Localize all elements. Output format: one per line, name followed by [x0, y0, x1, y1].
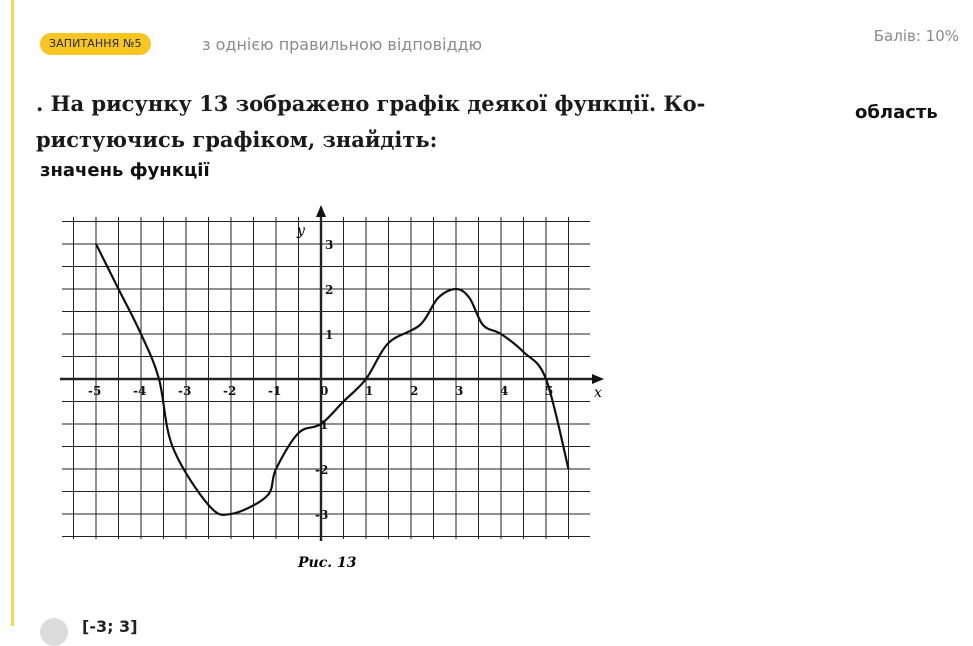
- x-tick-label: -3: [178, 384, 192, 398]
- y-axis-arrow: [316, 205, 326, 217]
- answer-radio[interactable]: [40, 618, 68, 646]
- answer-option-1[interactable]: [-3; 3]: [82, 617, 138, 636]
- x-tick-label: 2: [410, 384, 419, 398]
- function-graph-figure: [40, 205, 600, 595]
- y-tick-label: -3: [315, 508, 329, 522]
- figure-caption: Рис. 13: [298, 555, 357, 571]
- question-number-badge: ЗАПИТАННЯ №5: [40, 33, 151, 55]
- x-tick-label: 3: [455, 384, 464, 398]
- y-tick-label: 2: [325, 283, 334, 297]
- left-accent-bar: [11, 0, 14, 626]
- x-tick-label: -4: [133, 384, 147, 398]
- y-axis-label: y: [297, 223, 305, 239]
- x-tick-label: 4: [500, 384, 509, 398]
- x-axis-label: x: [594, 385, 602, 401]
- y-tick-label: 1: [325, 328, 334, 342]
- x-tick-label: -1: [268, 384, 282, 398]
- question-tail-right: область: [855, 102, 938, 123]
- question-scan-text: [36, 86, 796, 158]
- y-tick-label: -2: [315, 463, 329, 477]
- question-line-1: . На рисунку 13 зображено графік деякої функції. Ко-: [36, 91, 706, 116]
- score-label: Балів: 10%: [873, 27, 959, 45]
- x-tick-label: 5: [545, 384, 554, 398]
- question-tail-left: значень функції: [40, 160, 210, 181]
- graph-axes: [60, 205, 604, 541]
- question-line-2: ристуючись графіком, знайдіть:: [36, 127, 438, 152]
- x-tick-label: 1: [365, 384, 374, 398]
- x-tick-label: 0: [320, 384, 329, 398]
- x-tick-label: -5: [88, 384, 102, 398]
- y-tick-label: -1: [315, 418, 329, 432]
- x-axis-arrow: [592, 374, 604, 384]
- x-tick-label: -2: [223, 384, 237, 398]
- y-tick-label: 3: [325, 238, 334, 252]
- question-type-label: з однією правильною відповіддю: [202, 35, 483, 54]
